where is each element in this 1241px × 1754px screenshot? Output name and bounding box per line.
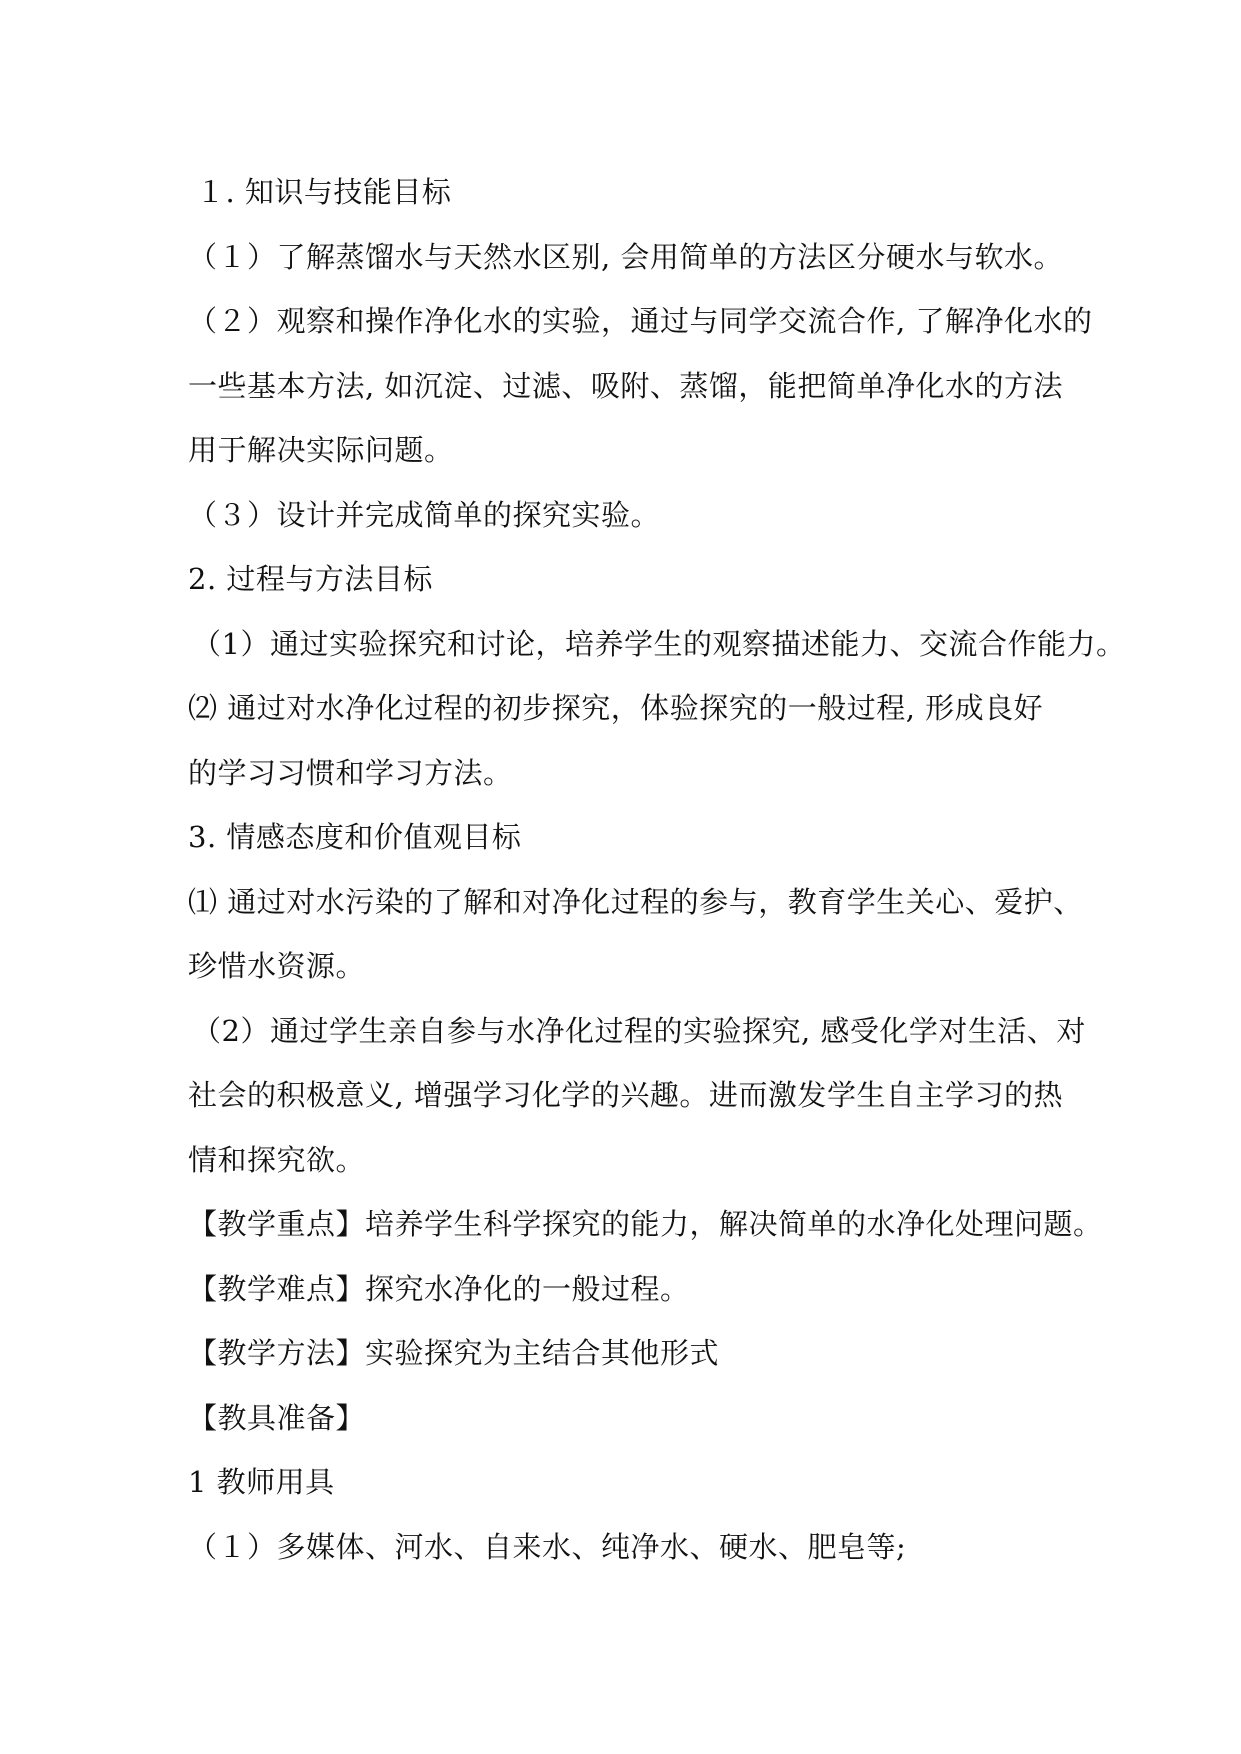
teaching-difficulties: 【教学难点】探究水净化的一般过程。 [188, 1271, 690, 1306]
teaching-aids-heading: 【教具准备】 [188, 1400, 366, 1435]
paragraph-line: （３）设计并完成简单的探究实验。 [188, 497, 661, 532]
paragraph-line: （1）通过实验探究和讨论，培养学生的观察描述能力、交流合作能力。 [192, 626, 1126, 661]
heading-process-method-goals: 2. 过程与方法目标 [188, 562, 433, 596]
paragraph-line: 情和探究欲。 [188, 1142, 366, 1177]
paragraph-line: （１）了解蒸馏水与天然水区别, 会用简单的方法区分硬水与软水。 [188, 239, 1063, 274]
paragraph-line: 的学习习惯和学习方法。 [188, 755, 513, 790]
teaching-key-points: 【教学重点】培养学生科学探究的能力，解决简单的水净化处理问题。 [188, 1207, 1103, 1241]
paragraph-line: ⑵ 通过对水净化过程的初步探究，体验探究的一般过程, 形成良好 [188, 691, 1044, 725]
paragraph-line: 珍惜水资源。 [188, 949, 366, 983]
paragraph-line: 用于解决实际问题。 [188, 433, 454, 467]
paragraph-line: （２）观察和操作净化水的实验，通过与同学交流合作, 了解净化水的 [188, 304, 1093, 338]
paragraph-line: ⑴ 通过对水污染的了解和对净化过程的参与，教育学生关心、爱护、 [188, 884, 1083, 919]
document-body [188, 160, 1126, 1579]
paragraph-line: 社会的积极意义, 增强学习化学的兴趣。进而激发学生自主学习的热 [188, 1078, 1063, 1112]
paragraph-line: （１）多媒体、河水、自来水、纯净水、硬水、肥皂等; [188, 1529, 907, 1564]
heading-emotion-value-goals: 3. 情感态度和价值观目标 [188, 820, 522, 854]
heading-knowledge-skill-goals: １. 知识与技能目标 [196, 175, 452, 209]
paragraph-line: （2）通过学生亲自参与水净化过程的实验探究, 感受化学对生活、对 [192, 1013, 1086, 1048]
teacher-tools-heading: 1 教师用具 [188, 1465, 335, 1499]
teaching-methods: 【教学方法】实验探究为主结合其他形式 [188, 1336, 720, 1370]
paragraph-line: 一些基本方法, 如沉淀、过滤、吸附、蒸馏，能把简单净化水的方法 [188, 368, 1063, 403]
